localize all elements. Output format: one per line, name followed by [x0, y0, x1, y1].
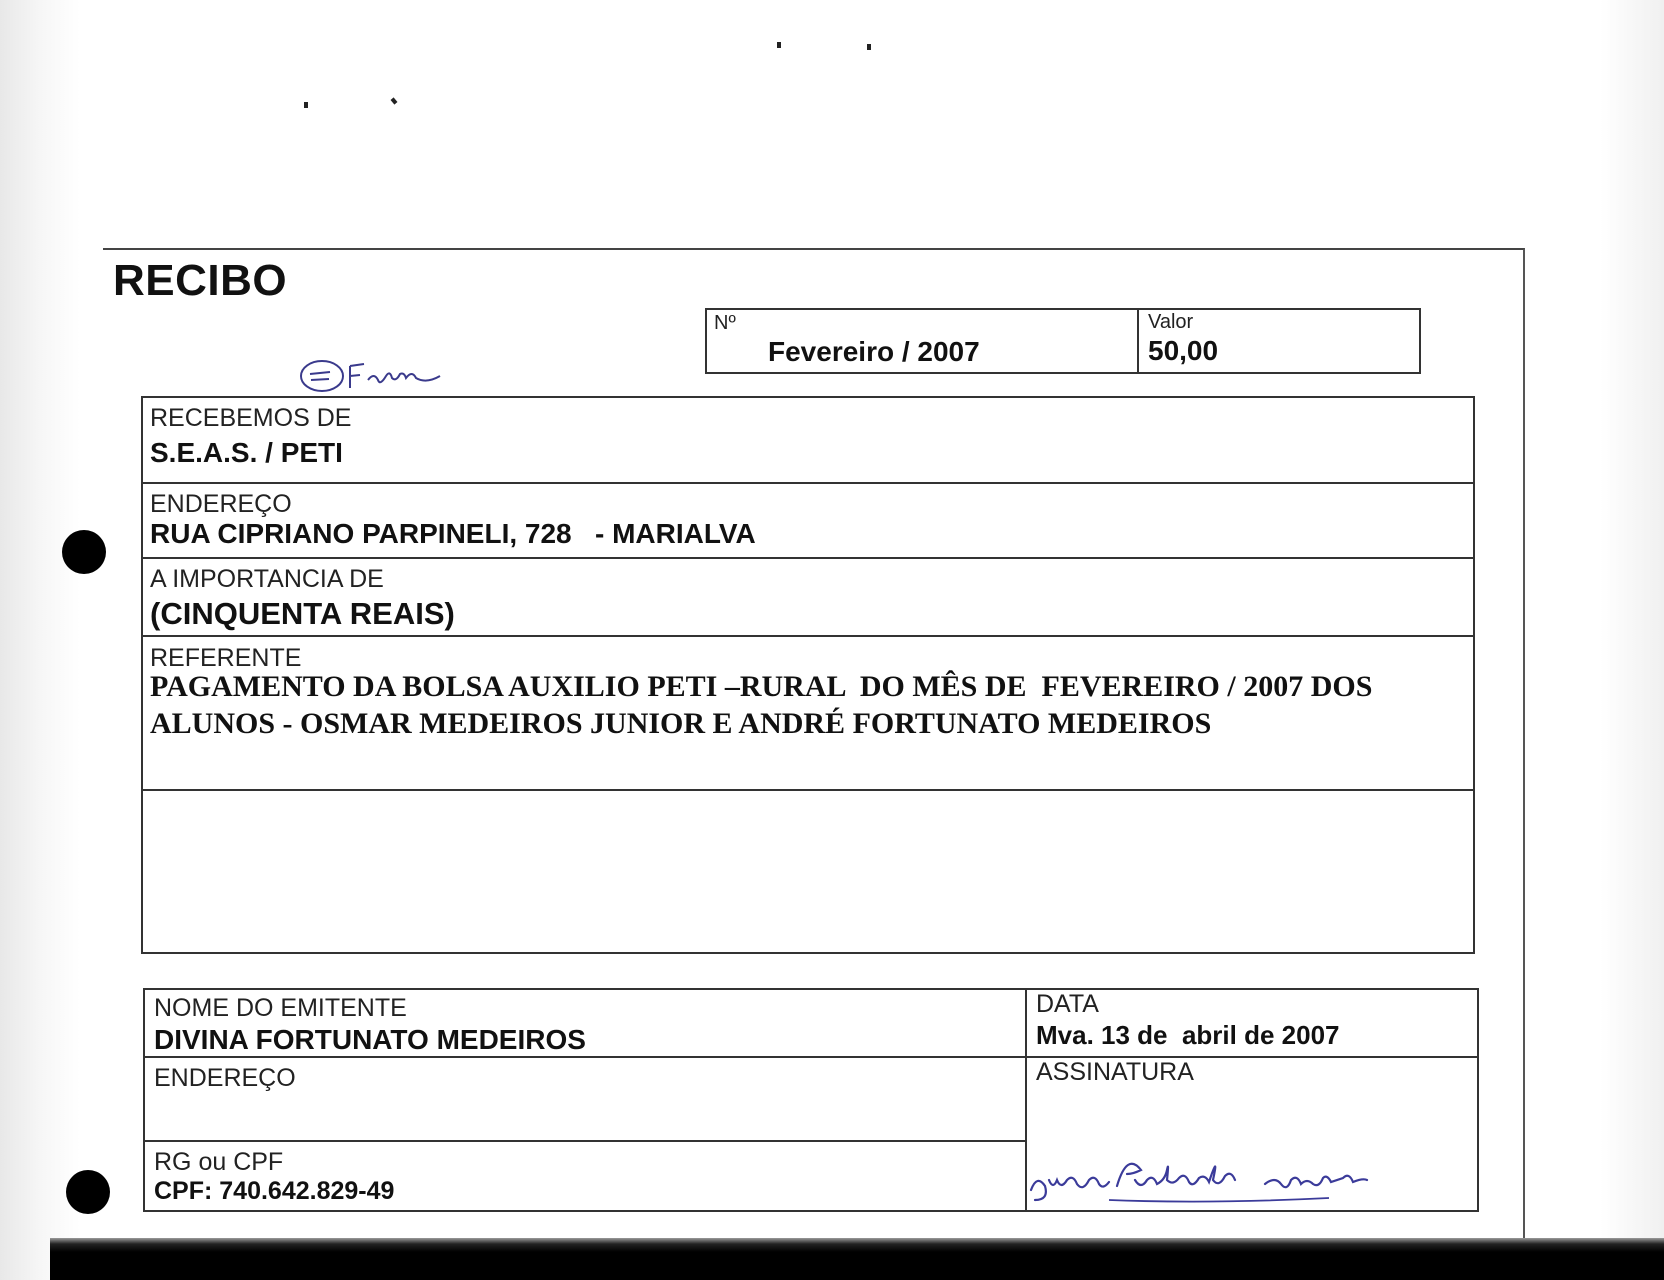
- scan-bottom-edge: [50, 1238, 1664, 1280]
- valor-label: Valor: [1148, 311, 1194, 333]
- endereco-value: RUA CIPRIANO PARPINELI, 728 - MARIALVA: [150, 518, 756, 549]
- scan-speck: [304, 102, 308, 108]
- valor-value: 50,00: [1148, 335, 1219, 366]
- handwritten-signature: [1025, 1150, 1525, 1210]
- referente-label: REFERENTE: [150, 644, 302, 672]
- row-divider: [141, 482, 1475, 484]
- receipt-title: RECIBO: [113, 256, 288, 305]
- emitente-endereco-label: ENDEREÇO: [154, 1064, 296, 1092]
- row-divider: [141, 557, 1475, 559]
- scan-speck: [867, 44, 871, 50]
- importancia-value: (CINQUENTA REAIS): [150, 596, 455, 631]
- numero-valor-divider: [1137, 308, 1139, 374]
- emitente-row-divider: [143, 1140, 1025, 1142]
- scan-speck: [391, 97, 398, 104]
- punch-hole-top: [62, 530, 106, 574]
- nome-emitente-label: NOME DO EMITENTE: [154, 994, 407, 1022]
- rg-cpf-value: CPF: 740.642.829-49: [154, 1177, 395, 1205]
- data-label: DATA: [1036, 990, 1099, 1018]
- rg-cpf-label: RG ou CPF: [154, 1148, 284, 1176]
- recebemos-label: RECEBEMOS DE: [150, 404, 352, 432]
- handwritten-note: [298, 356, 468, 400]
- numero-value: Fevereiro / 2007: [768, 336, 980, 367]
- referente-line-1: PAGAMENTO DA BOLSA AUXILIO PETI –RURAL DO MÊS DE FEVEREIRO / 2007 DOS: [150, 670, 1373, 703]
- nome-emitente-value: DIVINA FORTUNATO MEDEIROS: [154, 1024, 586, 1055]
- recebemos-value: S.E.A.S. / PETI: [150, 437, 343, 468]
- assinatura-label: ASSINATURA: [1036, 1058, 1194, 1086]
- row-divider: [141, 789, 1475, 791]
- endereco-label: ENDEREÇO: [150, 490, 292, 518]
- data-value: Mva. 13 de abril de 2007: [1036, 1020, 1340, 1050]
- row-divider: [141, 635, 1475, 637]
- emitente-row-divider: [143, 1056, 1479, 1058]
- referente-line-2: ALUNOS - OSMAR MEDEIROS JUNIOR E ANDRÉ FORTUNATO MEDEIROS: [150, 707, 1212, 740]
- numero-label: Nº: [714, 312, 736, 334]
- importancia-label: A IMPORTANCIA DE: [150, 565, 384, 593]
- scan-speck: [777, 42, 781, 48]
